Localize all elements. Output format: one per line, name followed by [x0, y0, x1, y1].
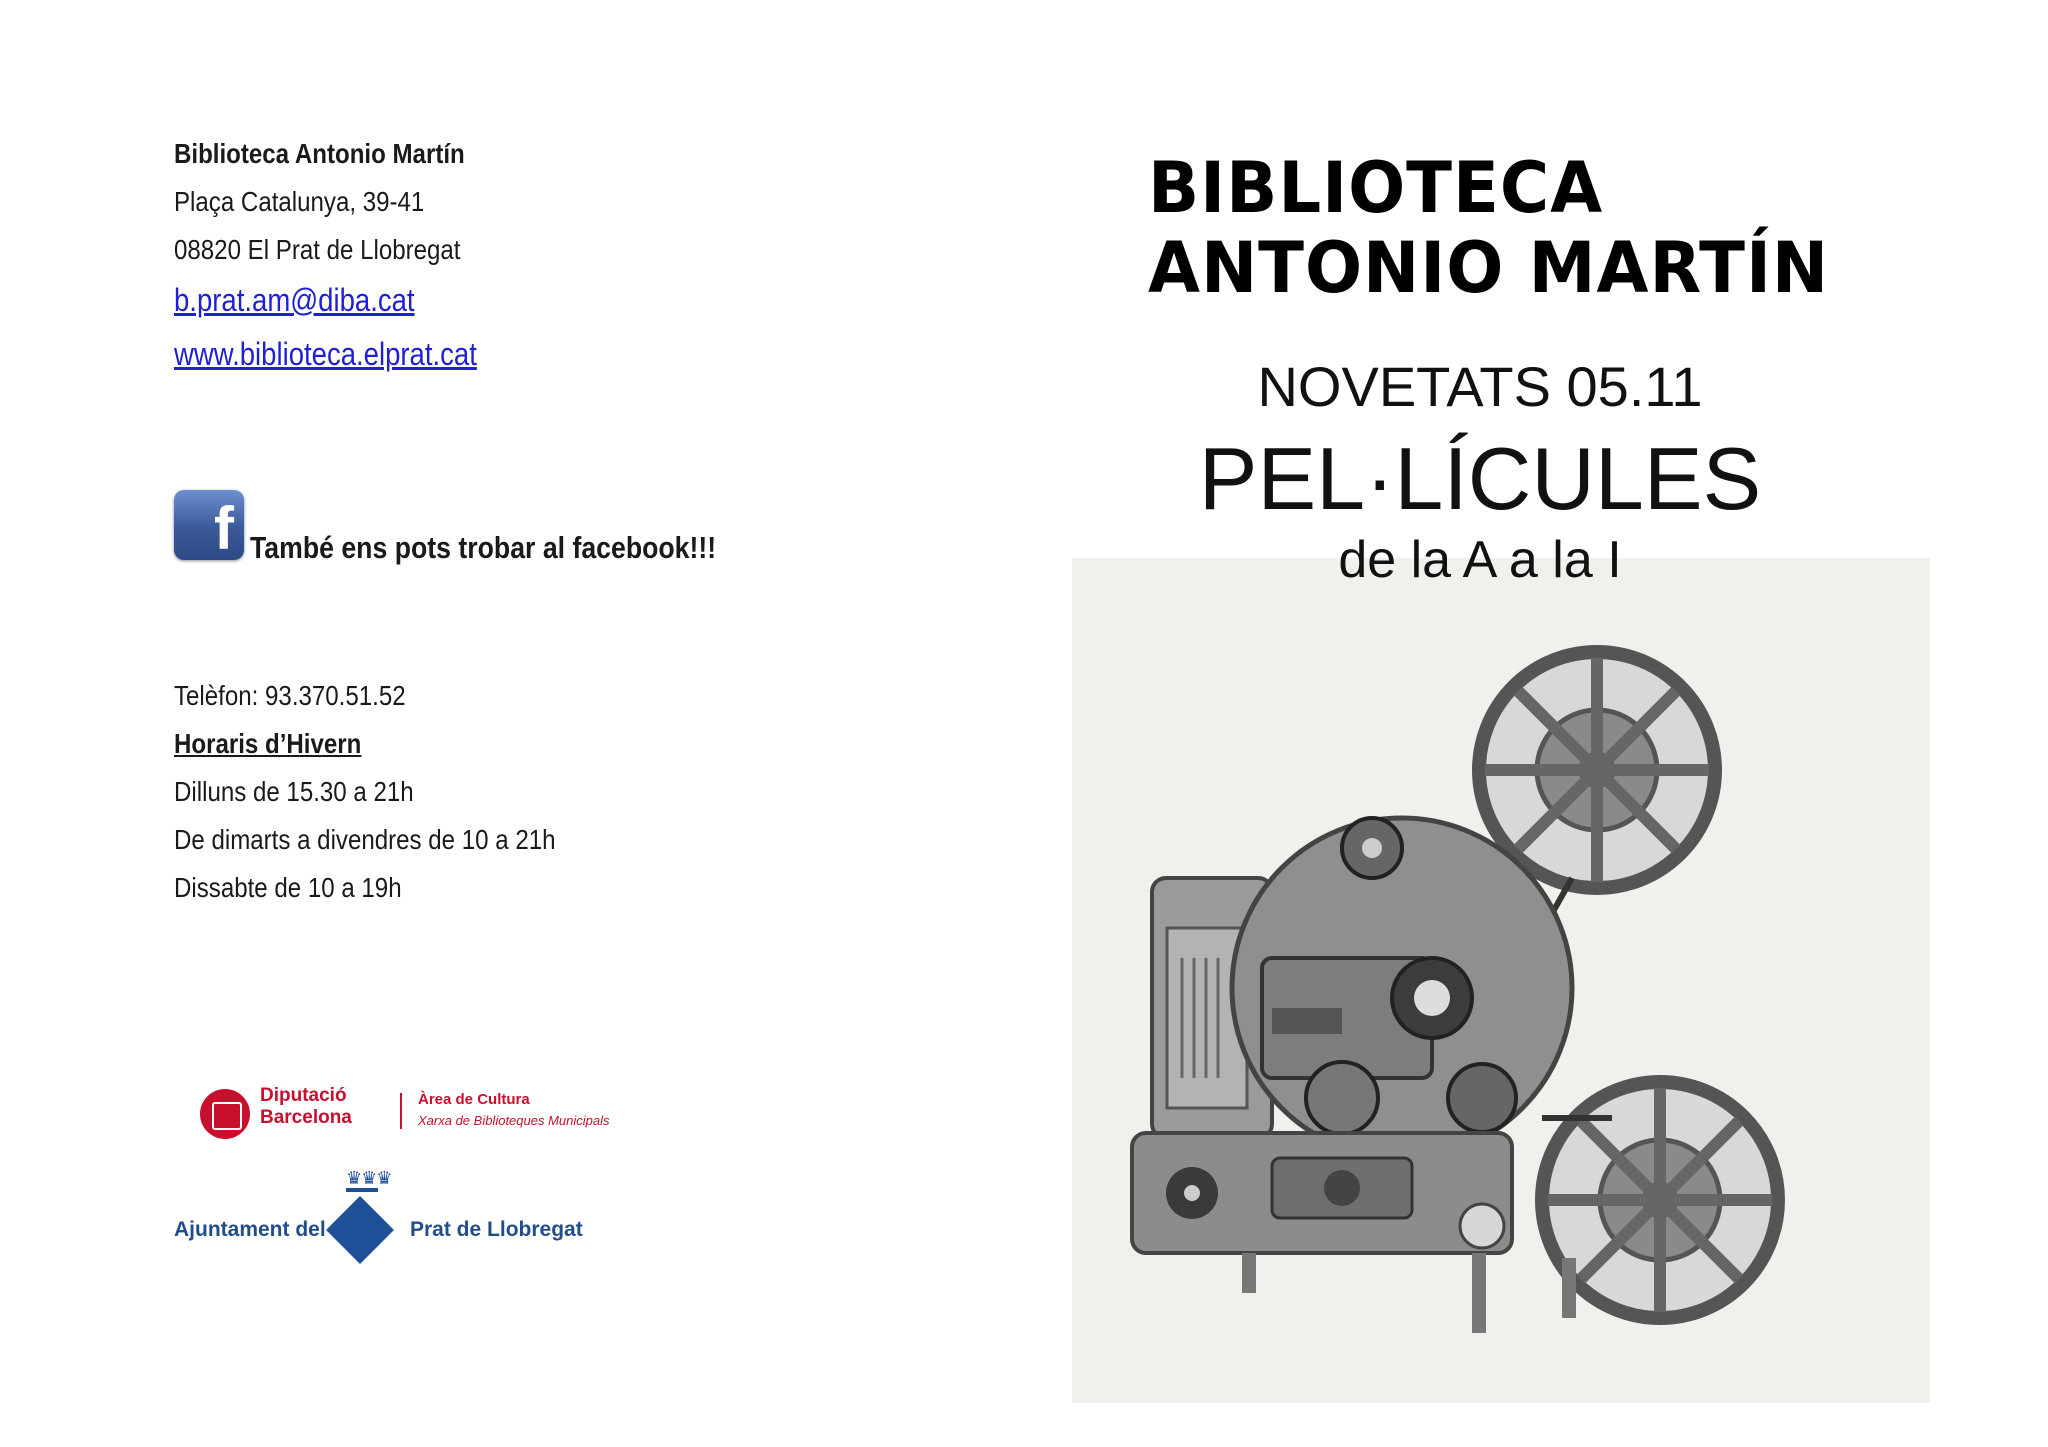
website-link[interactable]: www.biblioteca.elprat.cat — [174, 336, 477, 372]
facebook-icon[interactable]: f — [174, 490, 244, 560]
area-cultura: Àrea de Cultura — [418, 1091, 530, 1108]
hours-saturday: Dissabte de 10 a 19h — [174, 872, 402, 903]
diputacio-name: Diputació Barcelona — [260, 1085, 352, 1128]
ajuntament-right-text: Prat de Llobregat — [410, 1218, 583, 1241]
xarxa-biblioteques: Xarxa de Biblioteques Municipals — [418, 1113, 610, 1128]
novetats-heading: NOVETATS 05.11 — [1257, 355, 1703, 418]
address-city: 08820 El Prat de Llobregat — [174, 234, 461, 265]
ajuntament-logo — [174, 1170, 634, 1280]
address-street: Plaça Catalunya, 39-41 — [174, 186, 425, 217]
hours-monday: Dilluns de 15.30 a 21h — [174, 776, 414, 807]
hours-weekdays: De dimarts a divendres de 10 a 21h — [174, 824, 556, 855]
logo-divider — [400, 1093, 402, 1129]
email-link[interactable]: b.prat.am@diba.cat — [174, 282, 415, 318]
library-brand-logo: BIBLIOTECA ANTONIO MARTÍN — [1148, 147, 1830, 309]
title-range: de la A a la I — [1338, 531, 1622, 589]
cover-panel — [1000, 0, 2048, 1447]
top-reel-icon — [1479, 652, 1715, 888]
ajuntament-left-text: Ajuntament del — [174, 1218, 326, 1241]
facebook-text: També ens pots trobar al facebook!!! — [250, 530, 717, 565]
film-projector-image — [1072, 558, 1930, 1403]
hours-title: Horaris d’Hivern — [174, 728, 362, 759]
coat-of-arms-icon — [326, 1196, 394, 1264]
phone: Telèfon: 93.370.51.52 — [174, 680, 406, 711]
crown-icon: ♛♛♛ — [346, 1170, 378, 1192]
cover-title: PEL·LÍCULES — [1198, 429, 1762, 528]
diputacio-seal-icon — [200, 1089, 250, 1139]
library-name: Biblioteca Antonio Martín — [174, 138, 465, 169]
projector-illustration — [1072, 558, 1930, 1403]
